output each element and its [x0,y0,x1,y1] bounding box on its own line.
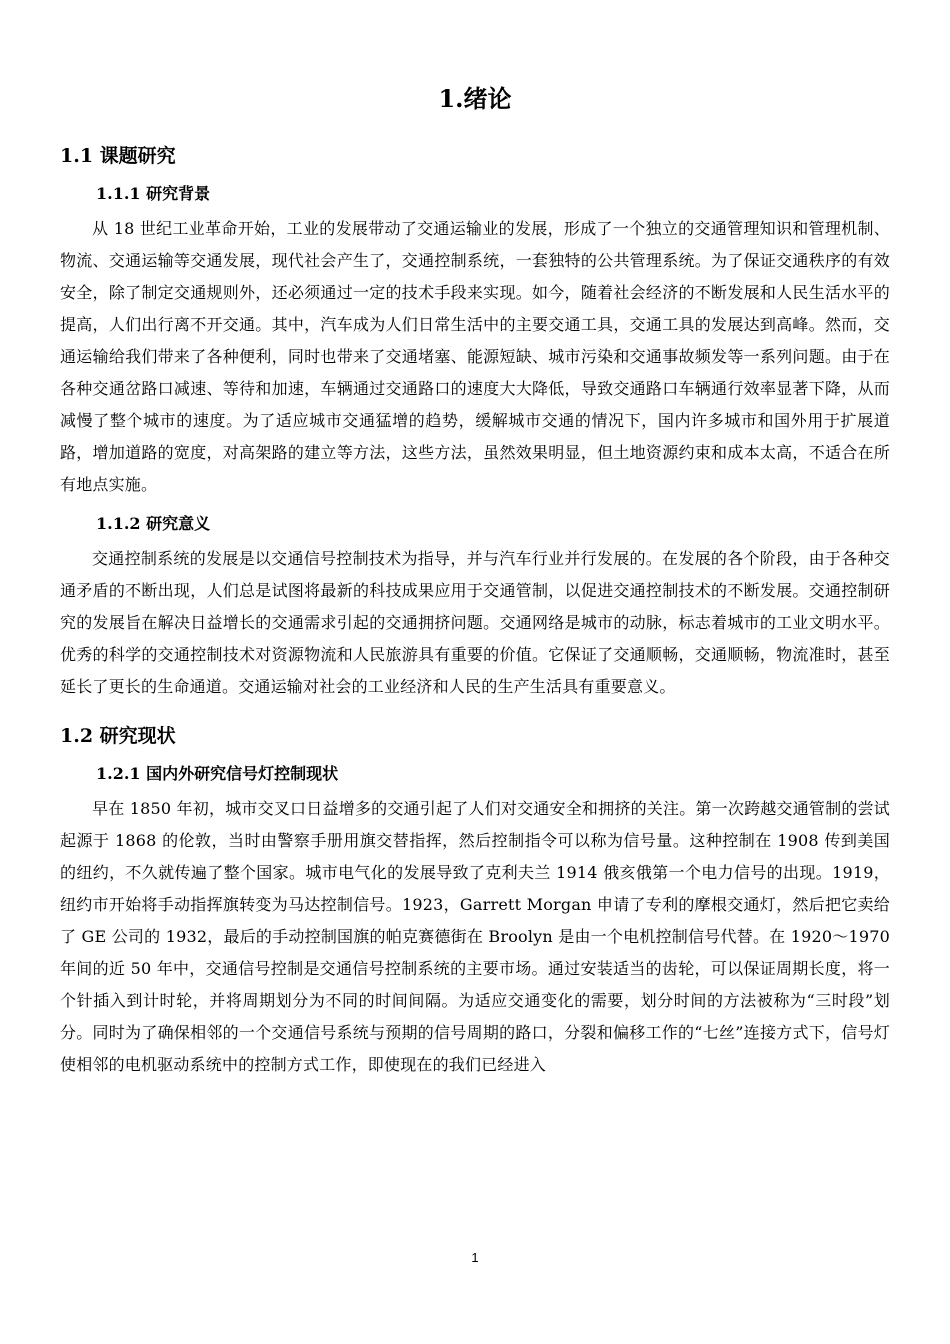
page-content [60,60,890,1081]
subsection-title-1-2-1: 1.2.1 国内外研究信号灯控制现状 [96,764,339,783]
paragraph-research-background: 从 18 世纪工业革命开始，工业的发展带动了交通运输业的发展，形成了一个独立的交通管理知识和管理机制、物流、交通运输等交通发展，现代社会产生了，交通控制系统，一套独特的公共管理系统。为了保证交通秩序的有效安全，除了制定交通规则外，还必须通过一定的技术手段来实现。如今，随着社会经济的不断发展和人民生活水平的提高，人们出行离不开交通。其中，汽车成为人们日常生活中的主要交通工具，交通工具的发展达到高峰。然而，交通运输给我们带来了各种便利，同时也带来了交通堵塞、能源短缺、城市污染和交通事故频发等一系列问题。由于在各种交通岔路口减速、等待和加速，车辆通过交通路口的速度大大降低，导致交通路口车辆通行效率显著下降，从而减慢了整个城市的速度。为了适应城市交通猛增的趋势，缓解城市交通的情况下，国内许多城市和国外用于扩展道路，增加道路的宽度，对高架路的建立等方法，这些方法，虽然效果明显，但土地资源约束和成本太高，不适合在所有地点实施。 [60,219,890,494]
subsection-title-1-1-2: 1.1.2 研究意义 [96,514,211,533]
chapter-title: 1.绪论 [438,84,512,113]
page-number: 1 [471,1250,479,1265]
paragraph-research-significance: 交通控制系统的发展是以交通信号控制技术为指导，并与汽车行业并行发展的。在发展的各个阶段，由于各种交通矛盾的不断出现，人们总是试图将最新的科技成果应用于交通管制，以促进交通控制技术的不断发展。交通控制研究的发展旨在解决日益增长的交通需求引起的交通拥挤问题。交通网络是城市的动脉，标志着城市的工业文明水平。优秀的科学的交通控制技术对资源物流和人民旅游具有重要的价值。它保证了交通顺畅，交通顺畅，物流准时，甚至延长了更长的生命通道。交通运输对社会的工业经济和人民的生产生活具有重要意义。 [60,549,890,696]
subsection-title-1-1-1: 1.1.1 研究背景 [96,184,211,203]
section-title-1-1: 1.1 课题研究 [60,145,176,167]
paragraph-signal-control-status: 早在 1850 年初，城市交叉口日益增多的交通引起了人们对交通安全和拥挤的关注。第一次跨越交通管制的尝试起源于 1868 的伦敦，当时由警察手册用旗交替指挥，然后控制指令可以称为信号量。这种控制在 1908 传到美国的纽约，不久就传遍了整个国家。城市电气化的发展导致了克利夫兰 1914 俄亥俄第一个电力信号的出现。1919，纽约市开始将手动指挥旗转变为马达控制信号。1923，Garrett Morgan 申请了专利的摩根交通灯，然后把它卖给了 GE 公司的 1932，最后的手动控制国旗的帕克赛德街在 Broolyn 是由一个电机控制信号代替。在 1920～1970 年间的近 50 年中，交通信号控制是交通信号控制系统的主要市场。通过安装适当的齿轮，可以保证周期长度，将一个针插入到计时轮，并将周期划分为不同的时间间隔。为适应交通变化的需要，划分时间的方法被称为“三时段”划分。同时为了确保相邻的一个交通信号系统与预期的信号周期的路口，分裂和偏移工作的“七丝”连接方式下，信号灯使相邻的电机驱动系统中的控制方式工作，即使现在的我们已经进入 [60,799,890,1074]
section-title-1-2: 1.2 研究现状 [60,725,176,747]
